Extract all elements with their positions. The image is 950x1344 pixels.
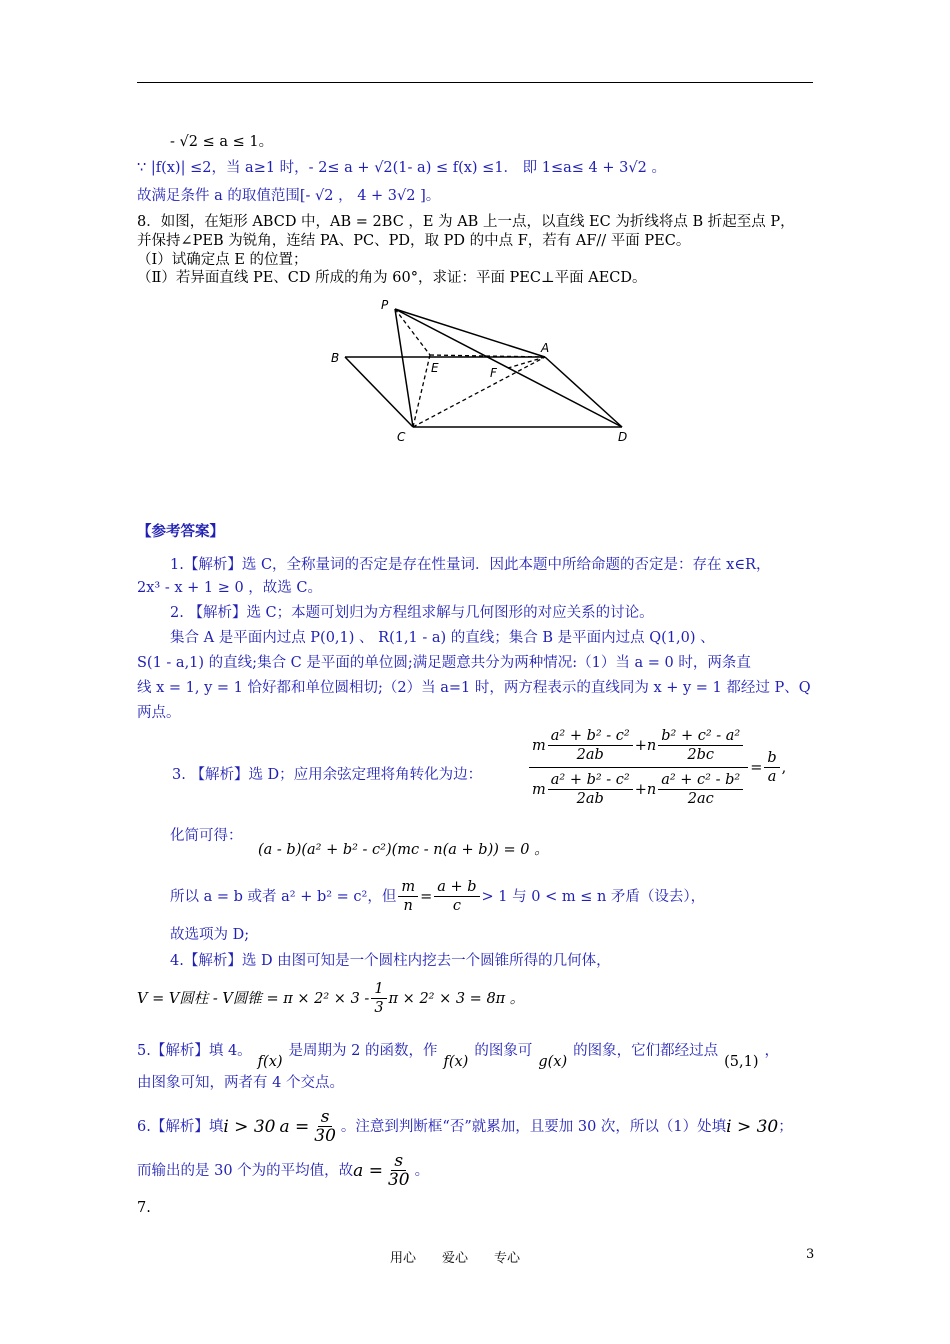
line-conclusion: 故满足条件 a 的取值范围[- √2 ， 4 + 3√2 ]。 [137, 188, 441, 204]
answer-2-line2: 集合 A 是平面内过点 P(0,1) 、 R(1,1 - a) 的直线；集合 B 是平面内过点 Q(1,0) 、 [170, 630, 715, 646]
edge-EC [413, 355, 430, 427]
label-D: D [618, 430, 628, 444]
label-E: E [431, 361, 439, 375]
answer-2-line3: S(1 - a,1) 的直线;集合 C 是平面的单位圆;满足题意共分为两种情况:（1）当 a = 0 时，两条直 [137, 655, 751, 671]
answer-1-line2: 2x³ - x + 1 ≥ 0 ，故选 C。 [137, 580, 323, 596]
answer-3-equation: (a - b)(a² + b² - c²)(mc - n(a + b)) = 0 。 [258, 842, 549, 858]
problem-8-line2: 并保持∠PEB 为锐角，连结 PA、PC、PD，取 PD 的中点 F，若有 AF// 平面 PEC。 [137, 233, 691, 249]
answer-6-line1: 6.【解析】填 i > 30 a = $\frac{s}{30}$ 。注意到判断框“否”就累加，且要加 30 次，所以（1）处填 i > 30 ； [137, 1107, 793, 1146]
answer-3-contradiction: 所以 a = b 或者 a² + b² = c²，但 $\frac{m}{n}$ = $\frac{a + b}{c}$ > 1 与 0 < m ≤ n 矛盾（设去）， [170, 879, 706, 914]
page-number: 3 [806, 1247, 815, 1262]
line-range-a: - √2 ≤ a ≤ 1。 [170, 134, 274, 150]
answer-6-line2: 而输出的是 30 个为的平均值，故 a = $\frac{s}{30}$ 。 [137, 1151, 430, 1190]
answer-4-line1: 4.【解析】选 D 由图可知是一个圆柱内挖去一个圆锥所得的几何体， [170, 953, 611, 969]
solid-edges [345, 309, 622, 427]
answer-3-formula: m $\frac{\text{a² + b² - c²}}{2ab}$ + n $\frac{\text{b² + c² - a²}}{2bc}$ m $\frac{\text{a² + b² - c²}}{2ab}$ + n $\frac{\text{a² + c² - b²}}{2ac}$ = $\frac{b}{a}$ , [527, 727, 786, 808]
big-fraction: m $\frac{\text{a² + b² - c²}}{2ab}$ + n $\frac{\text{b² + c² - a²}}{2bc}$ m $\frac{\text{a² + b² - c²}}{2ab}$ + n $\frac{\text{a² + c² - b²}}{2ac}$ [529, 727, 748, 808]
label-P: P [381, 298, 389, 312]
label-A: A [541, 341, 550, 355]
edge-BC [345, 357, 413, 427]
problem-8-part2: （Ⅱ）若异面直线 PE、CD 所成的角为 60°，求证：平面 PEC⊥平面 AECD。 [137, 270, 647, 286]
footer-motto: 用心 爱心 专心 [390, 1251, 521, 1266]
label-B: B [331, 351, 340, 365]
label-C: C [397, 430, 406, 444]
answer-5-line2: 由图象可知，两者有 4 个交点。 [137, 1075, 344, 1091]
line-condition: ∵ |f(x)| ≤2，当 a≥1 时，- 2≤ a + √2(1- a) ≤ f(x) ≤1． 即 1≤a≤ 4 + 3√2 。 [137, 160, 666, 176]
answer-4-volume: V = V圆柱 - V圆锥 = π × 2² × 3 - $\frac{1}{3}$ π × 2² × 3 = 8π 。 [137, 981, 525, 1016]
answer-5-line1: 5.【解析】填 4。 f(x) 是周期为 2 的函数，作 f(x) 的图象可 g(x) 的图象，它们都经过点 (5,1) ， [137, 1043, 779, 1070]
answer-2-line1: 2. 【解析】选 C；本题可划归为方程组求解与几何图形的对应关系的讨论。 [170, 605, 654, 621]
problem-8-line1: 8．如图，在矩形 ABCD 中，AB = 2BC ，E 为 AB 上一点，以直线 EC 为折线将点 B 折起至点 P， [137, 214, 795, 230]
answer-7: 7. [137, 1200, 151, 1216]
geometry-figure [325, 295, 635, 445]
answer-1-line1: 1.【解析】选 C，全称量词的否定是存在性量词．因此本题中所给命题的否定是：存在 x∈R， [170, 557, 771, 573]
answers-header: 【参考答案】 [137, 523, 224, 540]
answer-3-simplify: 化简可得： [170, 828, 243, 844]
label-F: F [490, 366, 497, 380]
answer-3-intro: 3. 【解析】选 D；应用余弦定理将角转化为边： [172, 767, 483, 783]
header-rule [137, 82, 813, 83]
hidden-edges [395, 309, 545, 427]
edge-AD [545, 357, 622, 427]
answer-2-line5: 两点。 [137, 705, 181, 721]
problem-8-part1: （Ⅰ）试确定点 E 的位置； [137, 252, 308, 268]
edge-PC [395, 309, 413, 427]
edge-PA [395, 309, 545, 357]
answer-2-line4: 线 x = 1, y = 1 恰好都和单位圆相切;（2）当 a=1 时，两方程表示的直线同为 x + y = 1 都经过 P、Q [137, 680, 811, 696]
answer-3-end: 故选项为 D; [170, 927, 250, 943]
